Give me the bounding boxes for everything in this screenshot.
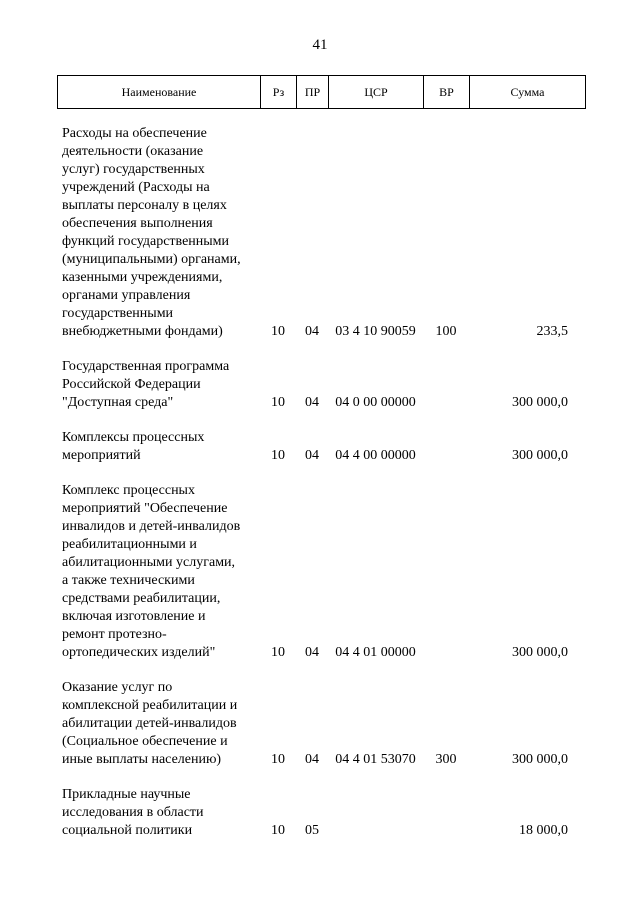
row-name — [57, 482, 260, 662]
row-name-line: органами управления — [62, 288, 191, 303]
row-name-line: мероприятий — [62, 448, 141, 463]
row-name-line: абилитации детей-инвалидов — [62, 716, 237, 731]
row-name-line: ортопедических изделий" — [62, 645, 216, 660]
row-csr: 04 4 00 00000 — [335, 448, 416, 463]
row-vr: 300 — [435, 752, 457, 767]
row-spacer-cell — [57, 662, 585, 679]
header-name: Наименование — [58, 76, 261, 109]
table-row — [57, 125, 585, 341]
row-spacer — [57, 341, 585, 358]
row-name-line: казенными учреждениями, — [62, 270, 223, 285]
row-vr — [423, 786, 469, 840]
row-spacer-cell — [57, 769, 585, 786]
row-spacer — [57, 465, 585, 482]
row-name-line: социальной политики — [62, 823, 193, 838]
row-name-line: деятельности (оказание — [62, 144, 204, 159]
row-csr: 04 4 01 53070 — [335, 752, 416, 767]
header-sum: Сумма — [470, 76, 586, 109]
row-spacer-cell — [57, 341, 585, 358]
row-name-line: а также техническими — [62, 573, 195, 588]
row-vr — [423, 482, 469, 662]
row-name-line: Расходы на обеспечение — [62, 126, 207, 141]
header-vr: ВР — [424, 76, 470, 109]
row-name-line: Прикладные научные — [62, 787, 191, 802]
row-name-line: (Социальное обеспечение и — [62, 734, 228, 749]
row-name-line: комплексной реабилитации и — [62, 698, 238, 713]
row-pr: 04 — [305, 752, 319, 767]
row-rz: 10 — [271, 752, 285, 767]
row-rz: 10 — [271, 448, 285, 463]
row-pr: 04 — [305, 324, 319, 339]
table-row — [57, 679, 585, 769]
row-name-line: абилитационными услугами, — [62, 555, 236, 570]
row-csr — [328, 786, 423, 840]
row-rz: 10 — [271, 324, 285, 339]
row-spacer-cell — [57, 465, 585, 482]
row-name — [57, 786, 260, 840]
table-header — [57, 75, 586, 109]
row-csr: 04 4 01 00000 — [335, 645, 416, 660]
row-name-line: "Доступная среда" — [62, 395, 174, 410]
row-name-line: внебюджетными фондами) — [62, 324, 223, 339]
row-name — [57, 358, 260, 412]
row-name-line: Комплекс процессных — [62, 483, 195, 498]
row-spacer-cell — [57, 412, 585, 429]
row-vr: 100 — [435, 324, 457, 339]
header-csr: ЦСР — [329, 76, 424, 109]
row-spacer — [57, 412, 585, 429]
rows-container — [57, 125, 585, 840]
row-sum: 300 000,0 — [512, 448, 568, 463]
row-sum: 300 000,0 — [512, 395, 568, 410]
row-sum: 300 000,0 — [512, 645, 568, 660]
row-pr: 04 — [305, 448, 319, 463]
row-name-line: Российской Федерации — [62, 377, 201, 392]
table-row — [57, 429, 585, 465]
row-name-line: ремонт протезно- — [62, 627, 167, 642]
page-number: 41 — [312, 37, 328, 53]
row-name-line: мероприятий "Обеспечение — [62, 501, 228, 516]
row-name-line: Оказание услуг по — [62, 680, 173, 695]
row-pr: 04 — [305, 395, 319, 410]
row-name-line: обеспечения выполнения — [62, 216, 213, 231]
header-rz: Рз — [261, 76, 297, 109]
row-name-line: учреждений (Расходы на — [62, 180, 210, 195]
row-name-line: реабилитационными и — [62, 537, 197, 552]
row-name-line: Государственная программа — [62, 359, 230, 374]
table-row — [57, 786, 585, 840]
row-spacer — [57, 769, 585, 786]
row-name-line: иные выплаты населению) — [62, 752, 222, 767]
header-pr: ПР — [297, 76, 329, 109]
row-name — [57, 125, 260, 341]
row-name-line: исследования в области — [62, 805, 204, 820]
row-rz: 10 — [271, 645, 285, 660]
row-name-line: Комплексы процессных — [62, 430, 205, 445]
row-name-line: инвалидов и детей-инвалидов — [62, 519, 241, 534]
row-pr: 04 — [305, 645, 319, 660]
table-row — [57, 482, 585, 662]
row-name — [57, 679, 260, 769]
row-name-line: функций государственными — [62, 234, 230, 249]
row-spacer — [57, 662, 585, 679]
budget-table-body — [57, 125, 585, 840]
row-pr: 05 — [305, 823, 319, 838]
table-row — [57, 358, 585, 412]
row-rz: 10 — [271, 823, 285, 838]
row-csr: 03 4 10 90059 — [335, 324, 416, 339]
row-vr — [423, 358, 469, 412]
row-vr — [423, 429, 469, 465]
row-name-line: средствами реабилитации, — [62, 591, 221, 606]
row-name-line: государственными — [62, 306, 174, 321]
row-name-line: выплаты персоналу в целях — [62, 198, 227, 213]
row-name — [57, 429, 260, 465]
row-sum: 233,5 — [536, 324, 568, 339]
row-name-line: (муниципальными) органами, — [62, 252, 241, 267]
row-name-line: включая изготовление и — [62, 609, 206, 624]
row-sum: 18 000,0 — [519, 823, 568, 838]
row-sum: 300 000,0 — [512, 752, 568, 767]
row-csr: 04 0 00 00000 — [335, 395, 416, 410]
row-rz: 10 — [271, 395, 285, 410]
row-name-line: услуг) государственных — [62, 162, 205, 177]
